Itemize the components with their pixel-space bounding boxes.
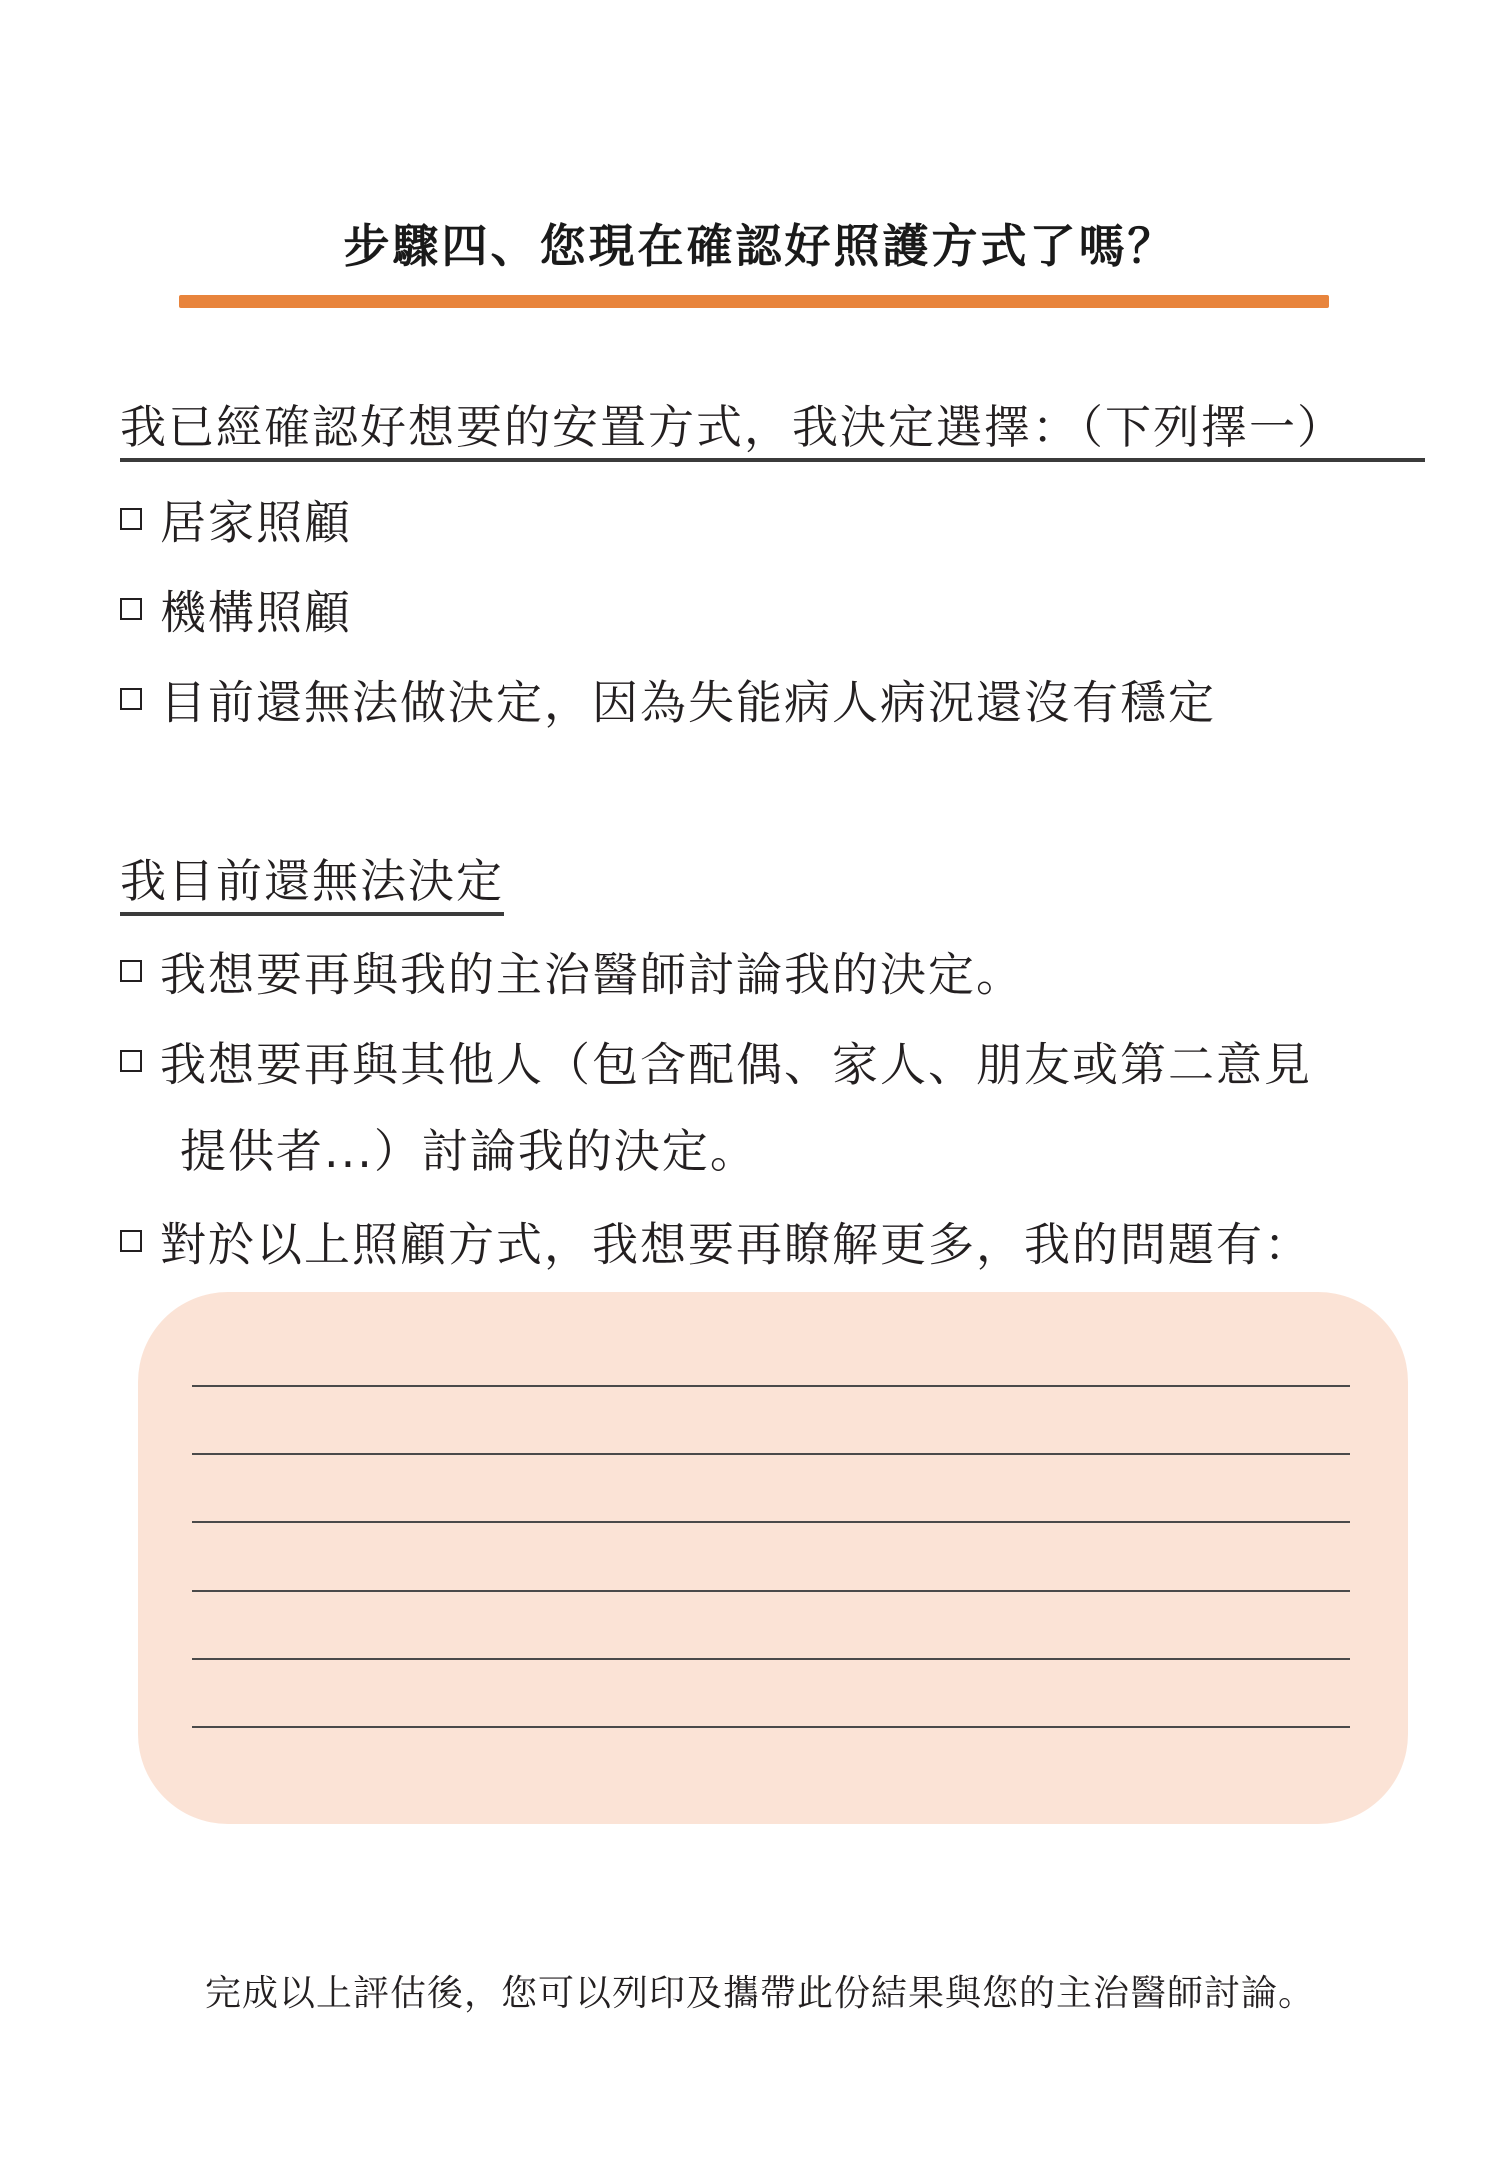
option-discuss-with-physician[interactable]	[120, 940, 1024, 1006]
footer-note: 完成以上評估後，您可以列印及攜帶此份結果與您的主治醫師討論。	[204, 1973, 1315, 2014]
checkbox[interactable]	[120, 960, 142, 982]
note-line[interactable]	[192, 1590, 1350, 1592]
option-discuss-with-others[interactable]	[120, 1030, 1312, 1096]
option-label: 對於以上照顧方式，我想要再瞭解更多，我的問題有：	[160, 1217, 1312, 1272]
checkbox[interactable]	[120, 688, 142, 710]
option-home-care[interactable]	[120, 488, 352, 554]
option-label: 目前還無法做決定，因為失能病人病況還沒有穩定	[160, 675, 1216, 730]
option-label: 居家照顧	[160, 495, 352, 550]
option-label: 機構照顧	[160, 585, 352, 640]
checkbox[interactable]	[120, 598, 142, 620]
note-line[interactable]	[192, 1453, 1350, 1455]
note-line[interactable]	[192, 1385, 1350, 1387]
option-label: 我想要再與其他人（包含配偶、家人、朋友或第二意見	[160, 1037, 1312, 1092]
option-discuss-with-others-continuation: 提供者...）討論我的決定。	[180, 1124, 758, 1178]
questions-notes-box[interactable]	[138, 1292, 1408, 1824]
note-line[interactable]	[192, 1521, 1350, 1523]
option-learn-more[interactable]	[120, 1210, 1312, 1276]
section-undecided-heading: 我目前還無法決定	[120, 850, 504, 916]
note-line[interactable]	[192, 1658, 1350, 1660]
checkbox[interactable]	[120, 1230, 142, 1252]
option-undecided-unstable[interactable]	[120, 668, 1216, 734]
checkbox[interactable]	[120, 1050, 142, 1072]
note-line[interactable]	[192, 1726, 1350, 1728]
section-decided-heading: 我已經確認好想要的安置方式，我決定選擇：（下列擇一）	[120, 396, 1425, 462]
title-accent-rule	[179, 295, 1329, 308]
page-title: 步驟四、您現在確認好照護方式了嗎？	[343, 219, 1177, 273]
option-label: 我想要再與我的主治醫師討論我的決定。	[160, 947, 1024, 1002]
option-institutional-care[interactable]	[120, 578, 352, 644]
checkbox[interactable]	[120, 508, 142, 530]
